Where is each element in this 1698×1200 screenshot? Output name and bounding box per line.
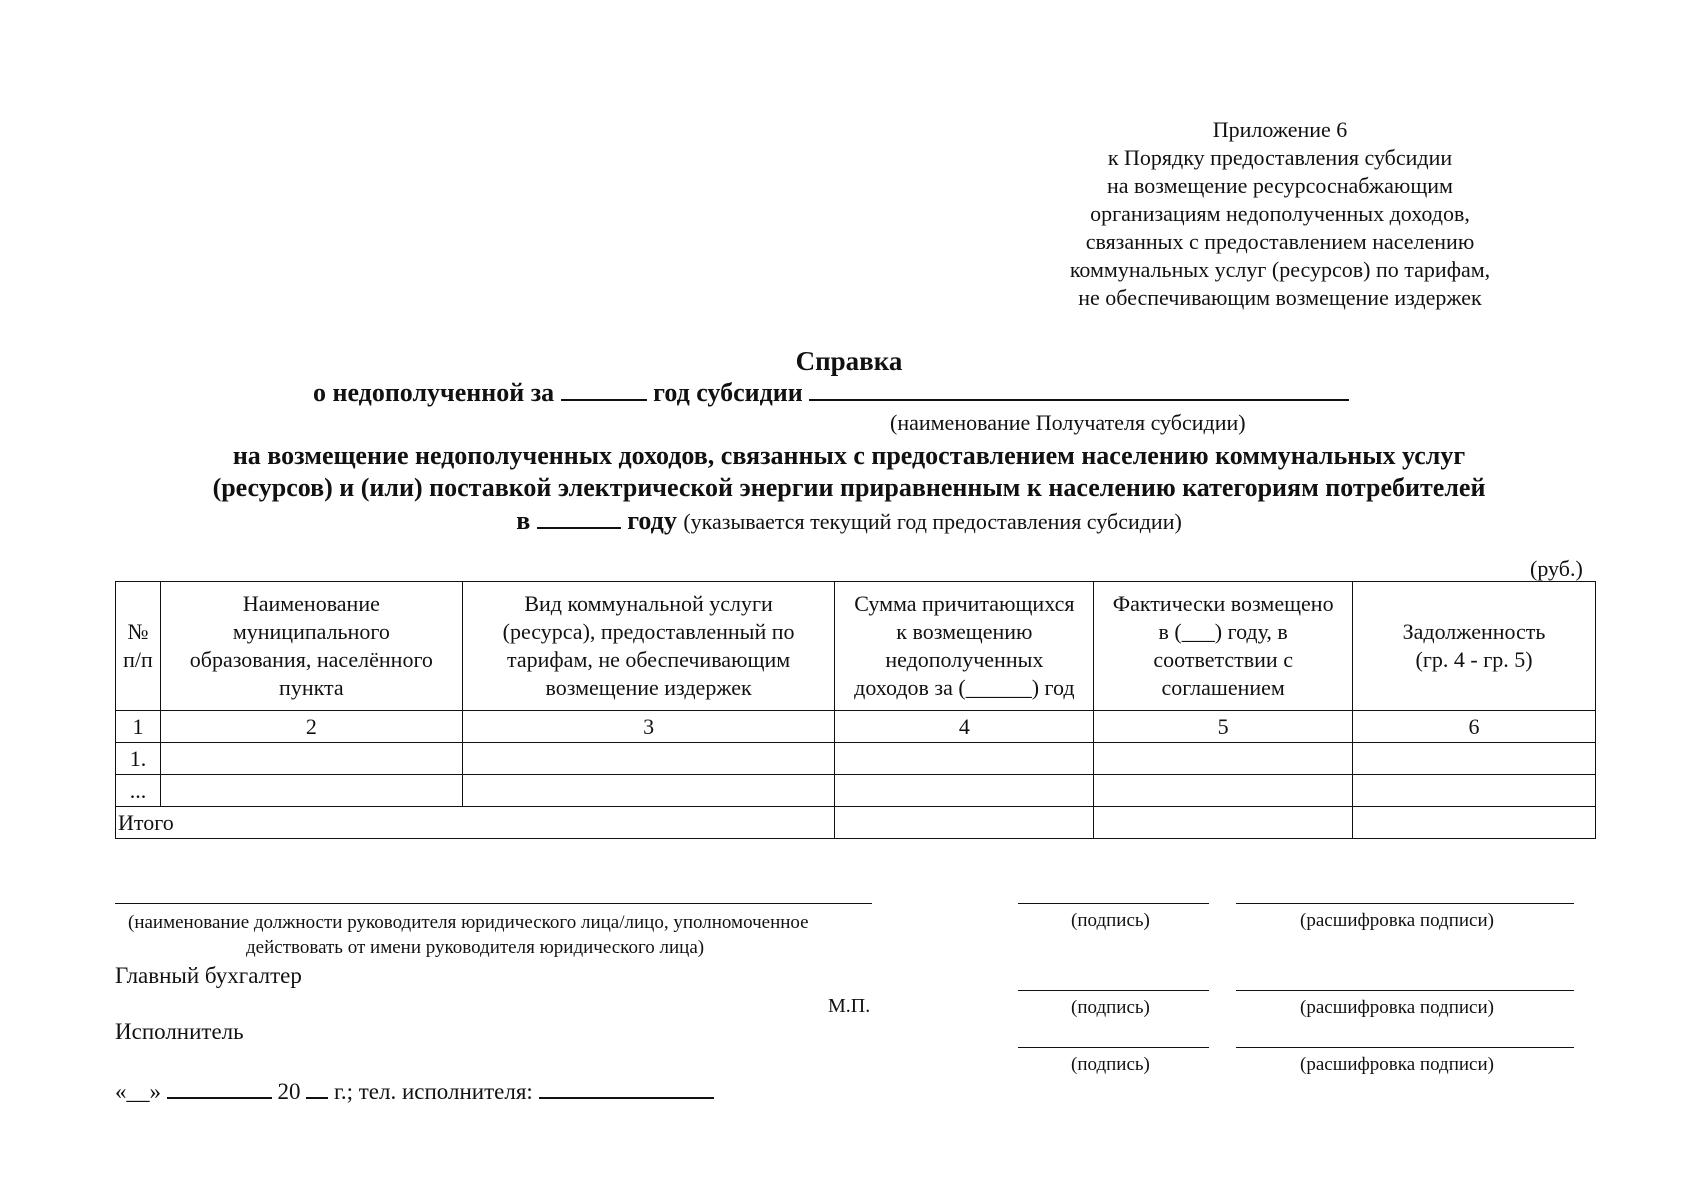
decoding-hint: (расшифровка подписи) (1300, 1054, 1494, 1075)
year-line (0, 505, 1698, 538)
position-line[interactable] (115, 903, 872, 904)
position-hint-line-2: действовать от имени руководителя юридического лица) (246, 937, 705, 958)
date-day: «__» (115, 1079, 161, 1104)
header-municipality: Наименование муниципального образования, населённого пункта (160, 582, 462, 711)
signature-line-director[interactable] (1018, 903, 1209, 904)
decoding-line-accountant[interactable] (1236, 990, 1574, 991)
cell-service-type[interactable] (462, 775, 835, 807)
cell-debt[interactable] (1353, 743, 1596, 775)
year-blank-field[interactable] (561, 377, 647, 401)
subtitle-line-1 (313, 377, 1349, 409)
subsidy-table (115, 581, 1596, 839)
appendix-line: к Порядку предоставления субсидии (1107, 145, 1453, 170)
appendix-line: на возмещение ресурсоснабжающим (1107, 173, 1453, 198)
cell-service-type[interactable] (462, 743, 835, 775)
chief-accountant-label: Главный бухгалтер (115, 963, 302, 988)
table-header-row (116, 582, 1596, 711)
row-number: ... (116, 775, 161, 807)
column-number: 4 (835, 711, 1094, 743)
total-row (116, 807, 1596, 839)
cell-amount-due[interactable] (835, 775, 1094, 807)
subtitle-line-2: на возмещение недополученных доходов, связанных с предоставлением населению коммунальных услуг (232, 441, 1466, 470)
position-hint-line-1: (наименование должности руководителя юридического лица/лицо, уполномоченное (128, 912, 809, 933)
date-month-field[interactable] (167, 1077, 272, 1099)
total-actually-reimbursed[interactable] (1094, 807, 1353, 839)
column-number: 2 (160, 711, 462, 743)
table-row (116, 775, 1596, 807)
recipient-hint: (наименование Получателя субсидии) (890, 410, 1246, 435)
date-suffix: г.; тел. исполнителя: (334, 1079, 533, 1104)
subtitle-part-2: год субсидии (653, 378, 803, 407)
date-phone-line (115, 1077, 714, 1106)
appendix-line: не обеспечивающим возмещение издержек (1078, 285, 1482, 310)
total-debt[interactable] (1353, 807, 1596, 839)
decoding-hint: (расшифровка подписи) (1300, 910, 1494, 931)
signature-line-accountant[interactable] (1018, 990, 1209, 991)
header-number: № п/п (116, 582, 161, 711)
total-amount-due[interactable] (835, 807, 1094, 839)
cell-actually-reimbursed[interactable] (1094, 743, 1353, 775)
signature-hint: (подпись) (1071, 997, 1150, 1018)
phone-field[interactable] (539, 1077, 714, 1099)
subtitle-body (0, 440, 1698, 504)
signature-hint: (подпись) (1071, 910, 1150, 931)
row-number: 1. (116, 743, 161, 775)
column-number: 1 (116, 711, 161, 743)
recipient-name-field[interactable] (809, 377, 1349, 401)
signature-hint: (подпись) (1071, 1054, 1150, 1075)
units-label: (руб.) (1530, 556, 1583, 581)
table-row (116, 743, 1596, 775)
cell-actually-reimbursed[interactable] (1094, 775, 1353, 807)
decoding-line-director[interactable] (1236, 903, 1574, 904)
date-year-prefix: 20 (277, 1079, 301, 1104)
column-number: 6 (1353, 711, 1596, 743)
column-number: 3 (462, 711, 835, 743)
cell-amount-due[interactable] (835, 743, 1094, 775)
document-title: Справка (795, 346, 903, 376)
appendix-line: связанных с предоставлением населению (1085, 229, 1475, 254)
executor-label: Исполнитель (115, 1019, 244, 1044)
column-number: 5 (1094, 711, 1353, 743)
year-prefix: в (516, 506, 531, 535)
year-hint: (указывается текущий год предоставления субсидии) (683, 509, 1182, 534)
date-year-field[interactable] (306, 1077, 328, 1099)
header-debt: Задолженность (гр. 4 - гр. 5) (1353, 582, 1596, 711)
header-service-type: Вид коммунальной услуги (ресурса), предоставленный по тарифам, не обеспечивающим возмещение издержек (462, 582, 835, 711)
column-number-row (116, 711, 1596, 743)
subtitle-part-1: о недополученной за (313, 378, 555, 407)
cell-municipality[interactable] (160, 743, 462, 775)
subtitle-line-3: (ресурсов) и (или) поставкой электрической энергии приравненным к населению категориям потребителей (212, 473, 1486, 502)
appendix-block (1030, 116, 1530, 312)
header-actually-reimbursed: Фактически возмещено в (___) году, в соответствии с соглашением (1094, 582, 1353, 711)
year-word: году (627, 506, 677, 535)
appendix-line: организациям недополученных доходов, (1090, 201, 1470, 226)
appendix-line: Приложение 6 (1212, 117, 1348, 142)
header-amount-due: Сумма причитающихся к возмещению недополученных доходов за (______) год (835, 582, 1094, 711)
cell-municipality[interactable] (160, 775, 462, 807)
decoding-hint: (расшифровка подписи) (1300, 997, 1494, 1018)
signature-line-executor[interactable] (1018, 1047, 1209, 1048)
decoding-line-executor[interactable] (1236, 1047, 1574, 1048)
total-label: Итого (116, 807, 835, 839)
cell-debt[interactable] (1353, 775, 1596, 807)
current-year-field[interactable] (537, 505, 621, 529)
stamp-label: М.П. (828, 995, 871, 1017)
appendix-line: коммунальных услуг (ресурсов) по тарифам, (1069, 257, 1491, 282)
